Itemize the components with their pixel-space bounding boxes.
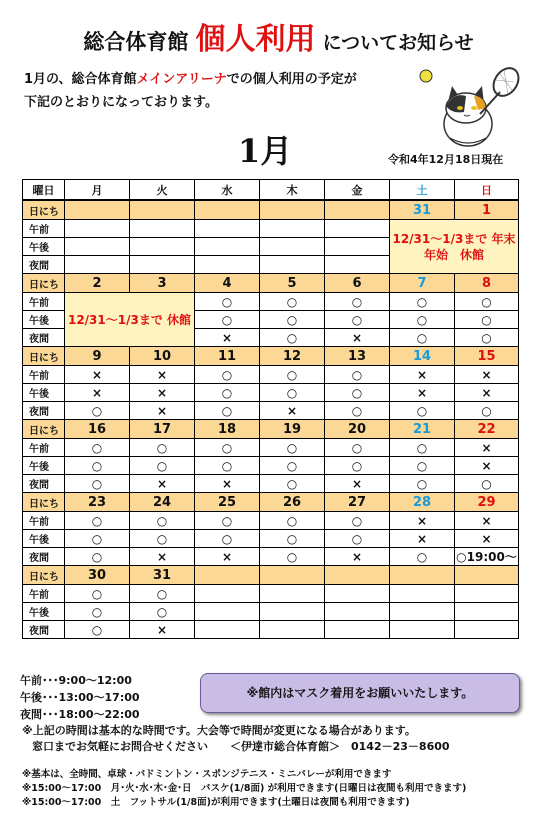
slot-cell: ○: [390, 293, 455, 311]
slot-cell: [260, 585, 325, 603]
title-suffix: についてお知らせ: [322, 32, 474, 54]
slot-cell: ○: [455, 293, 519, 311]
date-cell: [390, 566, 455, 585]
slot-cell: ○: [65, 585, 130, 603]
slot-row-am: [23, 293, 519, 311]
date-cell: 9: [65, 347, 130, 366]
slot-row-am: [23, 220, 519, 238]
slot-label-night: 夜間: [23, 256, 65, 274]
date-row: [23, 420, 519, 439]
date-cell: 25: [195, 493, 260, 512]
slot-cell: [390, 585, 455, 603]
date-cell: 16: [65, 420, 130, 439]
slot-cell: ○: [195, 457, 260, 475]
slot-cell: ○: [390, 475, 455, 493]
date-cell: 20: [325, 420, 390, 439]
slot-cell: [325, 220, 390, 238]
slot-label-am: 午前: [23, 585, 65, 603]
slot-cell: ○: [65, 512, 130, 530]
time-definitions: [20, 672, 140, 723]
date-row-label: 日にち: [23, 420, 65, 439]
slot-cell: ×: [455, 384, 519, 402]
date-cell: 12: [260, 347, 325, 366]
note-line-5: ※15:00～17:00 土 フットサル(1/8面)が利用できます(土曜日は夜間も利用できます): [22, 797, 410, 808]
slot-cell: [455, 603, 519, 621]
slot-cell: ○: [130, 439, 195, 457]
slot-label-pm: 午後: [23, 603, 65, 621]
slot-label-night: 夜間: [23, 548, 65, 566]
intro-post: での個人利用の予定が: [226, 72, 357, 87]
note-line-3: ※基本は、全時間、卓球・バドミントン・スポンジテニス・ミニバレーが利用できます: [22, 769, 392, 780]
date-row-label: 日にち: [23, 566, 65, 585]
slot-cell: [390, 603, 455, 621]
slot-cell: ×: [455, 366, 519, 384]
date-cell: 3: [130, 274, 195, 293]
intro-line-1: [24, 68, 357, 91]
slot-cell: ○: [260, 311, 325, 329]
date-cell: [195, 200, 260, 220]
date-cell: 17: [130, 420, 195, 439]
date-cell: 13: [325, 347, 390, 366]
slot-cell: ×: [455, 439, 519, 457]
slot-row-am: [23, 585, 519, 603]
slot-cell: ○: [390, 402, 455, 420]
date-cell: [455, 566, 519, 585]
slot-cell: ○: [325, 530, 390, 548]
date-cell: [325, 200, 390, 220]
date-cell: 19: [260, 420, 325, 439]
slot-row-am: [23, 439, 519, 457]
date-cell: 10: [130, 347, 195, 366]
slot-cell: ○: [325, 311, 390, 329]
slot-cell: ○: [195, 402, 260, 420]
slot-cell: [195, 603, 260, 621]
intro-text: [24, 68, 357, 114]
slot-cell: ○: [260, 329, 325, 347]
date-cell: [195, 566, 260, 585]
slot-cell: ×: [260, 402, 325, 420]
slot-cell: ×: [130, 475, 195, 493]
weekday-header: 土: [390, 180, 455, 201]
time-pm: 午後･･･13:00～17:00: [20, 691, 140, 704]
slot-cell: ×: [325, 548, 390, 566]
slot-cell: ○: [455, 475, 519, 493]
date-cell: 2: [65, 274, 130, 293]
slot-label-night: 夜間: [23, 475, 65, 493]
slot-cell: ×: [130, 621, 195, 639]
slot-cell: ○: [260, 439, 325, 457]
slot-label-am: 午前: [23, 293, 65, 311]
date-cell: 7: [390, 274, 455, 293]
slot-cell: [260, 256, 325, 274]
slot-cell: [325, 585, 390, 603]
slot-row-pm: [23, 457, 519, 475]
slot-row-night: [23, 475, 519, 493]
schedule-table: [22, 179, 519, 639]
slot-cell: ○: [390, 457, 455, 475]
slot-cell: [260, 603, 325, 621]
slot-row-am: [23, 366, 519, 384]
slot-cell: ○: [390, 311, 455, 329]
slot-cell: ○: [325, 384, 390, 402]
slot-cell: ×: [325, 329, 390, 347]
date-cell: 28: [390, 493, 455, 512]
date-row: [23, 493, 519, 512]
slot-cell: [130, 238, 195, 256]
slot-cell: ○: [65, 603, 130, 621]
slot-label-night: 夜間: [23, 329, 65, 347]
date-cell: 21: [390, 420, 455, 439]
slot-cell: ○19:00～: [455, 548, 519, 566]
slot-cell: ○: [195, 512, 260, 530]
slot-cell: [260, 238, 325, 256]
slot-cell: [65, 256, 130, 274]
slot-cell: [65, 238, 130, 256]
slot-cell: ×: [390, 366, 455, 384]
closed-notice: 12/31～1/3まで 年末年始 休館: [390, 220, 519, 274]
slot-cell: [260, 621, 325, 639]
intro-pre: 1月の、総合体育館: [24, 72, 137, 87]
slot-cell: ○: [260, 457, 325, 475]
slot-label-pm: 午後: [23, 384, 65, 402]
slot-cell: ×: [455, 457, 519, 475]
date-cell: 30: [65, 566, 130, 585]
time-am: 午前･･･9:00～12:00: [20, 674, 132, 687]
date-cell: [260, 566, 325, 585]
date-cell: 31: [390, 200, 455, 220]
date-cell: [130, 200, 195, 220]
as-of-date: 令和4年12月18日現在: [388, 153, 504, 166]
slot-cell: [195, 621, 260, 639]
slot-cell: ○: [65, 402, 130, 420]
date-cell: 14: [390, 347, 455, 366]
weekday-header: 金: [325, 180, 390, 201]
weekday-header: 木: [260, 180, 325, 201]
date-row-label: 日にち: [23, 347, 65, 366]
slot-label-pm: 午後: [23, 457, 65, 475]
title-highlight: 個人利用: [195, 22, 316, 57]
slot-label-am: 午前: [23, 439, 65, 457]
slot-cell: [195, 585, 260, 603]
slot-cell: ○: [390, 329, 455, 347]
page-title: [0, 14, 557, 58]
date-row: [23, 200, 519, 220]
slot-cell: ○: [65, 621, 130, 639]
slot-cell: ×: [130, 548, 195, 566]
weekday-header: 水: [195, 180, 260, 201]
slot-cell: [325, 256, 390, 274]
slot-cell: [325, 621, 390, 639]
slot-row-am: [23, 512, 519, 530]
date-cell: 11: [195, 347, 260, 366]
note-line-2: 窓口までお気軽にお問合せください ＜伊達市総合体育館＞ 0142－23－8600: [32, 740, 450, 753]
date-cell: 24: [130, 493, 195, 512]
slot-cell: ○: [130, 585, 195, 603]
date-cell: 6: [325, 274, 390, 293]
slot-cell: ○: [130, 512, 195, 530]
date-cell: 1: [455, 200, 519, 220]
intro-arena: メインアリーナ: [136, 72, 227, 87]
slot-cell: [65, 220, 130, 238]
slot-cell: [325, 603, 390, 621]
note-line-4: ※15:00～17:00 月･火･水･木･金･日 バスケ(1/8面) が利用できます(日曜日は夜間も利用できます): [22, 783, 467, 794]
slot-cell: ○: [325, 457, 390, 475]
slot-cell: [130, 256, 195, 274]
usage-notes: [22, 768, 466, 810]
slot-cell: [455, 621, 519, 639]
closed-notice: 12/31～1/3まで 休館: [65, 293, 195, 347]
date-row: [23, 347, 519, 366]
slot-cell: ○: [455, 311, 519, 329]
weekday-header: 火: [130, 180, 195, 201]
date-cell: 27: [325, 493, 390, 512]
slot-cell: [195, 238, 260, 256]
month-heading: 1月: [238, 132, 293, 170]
slot-row-pm: [23, 530, 519, 548]
slot-cell: ○: [195, 439, 260, 457]
slot-cell: ○: [390, 548, 455, 566]
slot-label-night: 夜間: [23, 402, 65, 420]
slot-cell: ○: [260, 293, 325, 311]
slot-cell: ×: [195, 475, 260, 493]
slot-cell: ×: [65, 384, 130, 402]
slot-label-am: 午前: [23, 366, 65, 384]
date-cell: [325, 566, 390, 585]
slot-cell: ○: [325, 512, 390, 530]
slot-label-pm: 午後: [23, 530, 65, 548]
slot-row-pm: [23, 384, 519, 402]
date-cell: 22: [455, 420, 519, 439]
slot-cell: ○: [195, 366, 260, 384]
notes: [22, 723, 450, 755]
slot-cell: ×: [455, 512, 519, 530]
date-cell: 29: [455, 493, 519, 512]
slot-cell: ○: [130, 457, 195, 475]
date-cell: [260, 200, 325, 220]
time-night: 夜間･･･18:00～22:00: [20, 708, 140, 721]
slot-cell: ○: [195, 384, 260, 402]
slot-cell: ○: [325, 402, 390, 420]
slot-row-pm: [23, 603, 519, 621]
slot-row-night: [23, 548, 519, 566]
slot-cell: ○: [65, 548, 130, 566]
slot-cell: ○: [65, 439, 130, 457]
slot-cell: ○: [260, 384, 325, 402]
slot-cell: ○: [455, 402, 519, 420]
slot-cell: ○: [260, 475, 325, 493]
slot-cell: ○: [65, 475, 130, 493]
slot-label-pm: 午後: [23, 238, 65, 256]
weekday-header-label: 曜日: [23, 180, 65, 201]
slot-cell: [195, 220, 260, 238]
date-cell: 4: [195, 274, 260, 293]
weekday-header-row: [23, 180, 519, 201]
date-cell: 23: [65, 493, 130, 512]
slot-label-am: 午前: [23, 512, 65, 530]
slot-cell: ○: [260, 366, 325, 384]
slot-cell: ×: [390, 512, 455, 530]
weekday-header: 月: [65, 180, 130, 201]
slot-cell: ×: [390, 530, 455, 548]
cat-with-tennis-racket-icon: [408, 62, 538, 150]
slot-cell: ○: [65, 530, 130, 548]
slot-cell: ×: [195, 548, 260, 566]
slot-cell: ○: [455, 329, 519, 347]
slot-cell: ○: [325, 293, 390, 311]
date-row: [23, 566, 519, 585]
slot-cell: ○: [260, 530, 325, 548]
slot-cell: ×: [130, 384, 195, 402]
slot-cell: ○: [260, 548, 325, 566]
date-row-label: 日にち: [23, 493, 65, 512]
slot-cell: ○: [195, 293, 260, 311]
slot-label-night: 夜間: [23, 621, 65, 639]
slot-cell: ○: [130, 603, 195, 621]
slot-label-pm: 午後: [23, 311, 65, 329]
date-row-label: 日にち: [23, 274, 65, 293]
date-cell: 15: [455, 347, 519, 366]
slot-cell: ○: [65, 457, 130, 475]
slot-cell: ○: [195, 311, 260, 329]
slot-cell: ×: [390, 384, 455, 402]
intro-line-2: 下記のとおりになっております。: [24, 95, 218, 110]
date-row-label: 日にち: [23, 200, 65, 220]
slot-cell: ×: [65, 366, 130, 384]
slot-cell: [260, 220, 325, 238]
slot-cell: ○: [390, 439, 455, 457]
slot-cell: [195, 256, 260, 274]
date-cell: [65, 200, 130, 220]
slot-cell: [130, 220, 195, 238]
slot-label-am: 午前: [23, 220, 65, 238]
slot-cell: [455, 585, 519, 603]
slot-cell: ×: [195, 329, 260, 347]
slot-cell: [325, 238, 390, 256]
slot-cell: ○: [260, 512, 325, 530]
date-cell: 18: [195, 420, 260, 439]
slot-cell: ○: [130, 530, 195, 548]
weekday-header: 日: [455, 180, 519, 201]
date-cell: 8: [455, 274, 519, 293]
slot-cell: ×: [130, 366, 195, 384]
title-facility: 総合体育館: [83, 30, 189, 54]
slot-cell: ○: [325, 366, 390, 384]
slot-cell: [390, 621, 455, 639]
slot-row-night: [23, 621, 519, 639]
mask-notice: ※館内はマスク着用をお願いいたします。: [200, 673, 520, 713]
slot-cell: ○: [195, 530, 260, 548]
slot-cell: ×: [325, 475, 390, 493]
note-line-1: ※上記の時間は基本的な時間です。大会等で時間が変更になる場合があります。: [22, 724, 416, 737]
date-row: [23, 274, 519, 293]
date-cell: 5: [260, 274, 325, 293]
date-cell: 31: [130, 566, 195, 585]
slot-cell: ○: [325, 439, 390, 457]
date-cell: 26: [260, 493, 325, 512]
slot-cell: ×: [455, 530, 519, 548]
slot-row-night: [23, 402, 519, 420]
slot-cell: ×: [130, 402, 195, 420]
